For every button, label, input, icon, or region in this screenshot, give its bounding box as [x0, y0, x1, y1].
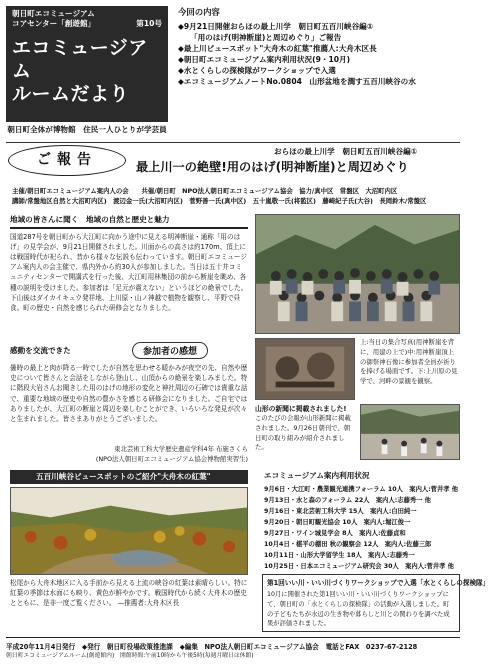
newspaper-caption: このたびの会報が山形新聞に掲載されました。9月26日朝刊で、朝日町の取り組みが紹介されました。 [255, 414, 351, 452]
impressions-signature-note: (NPO法人朝日町エコミュージアム協会博物館実習生) [95, 454, 248, 463]
list-item: 9月6日・大江町・農業観光連携フォーラム 10人 案内人:菅井孝 他 [264, 486, 459, 493]
editor: ◆編集 NPO法人朝日町エコミュージアム協会 [179, 643, 319, 651]
toc-item: ◆9月21日開催おらほの最上川学 朝日町五百川峡谷編① [178, 22, 374, 31]
report-badge: ご報告 [8, 145, 126, 176]
toc-item: ◆最上川ビュースポット"大舟木の紅葉"推薦人:大舟木区長 [178, 44, 377, 53]
impressions-signature: 東北芸術工科大学歴史遺産学科4年 布施さくら [114, 445, 248, 453]
masthead [6, 6, 168, 122]
shrine-photo [255, 338, 355, 400]
divider [10, 227, 248, 229]
issue-date: 平成20年11月4日発行 [6, 643, 76, 651]
history-body: 国道287号を朝日町から大江町に向かう途中に見える明神断崖・通称「用のはげ」の見学会が、9月21日開催されました。川面からの高さは約170m、頂上には戦国時代が祀られ、昔から様々な伝説も伝わっています。朝日町エコミュージアム案内人の会主催で、県内外から約30人が参加しました。当日は五十井コミュニティセンターで開講式を行った後、大江町用林集団の前から断崖を眺め、各種の説明を受けました。参加者は「足元が震えない」というほどの絶景でした。下山後はダイカイキュウ発祥地、上川原・山ノ神越で植物を観察し、平野で昼食。町の歴史・自然を感じられた研修会となりました。 [10, 232, 248, 312]
issue-number: 第10号 [136, 19, 162, 28]
impressions-badge: 参加者の感想 [132, 342, 208, 359]
report-title: 最上川一の絶壁!用のはげ(明神断崖)と周辺めぐり [136, 160, 409, 174]
list-item: 9月16日・東北芸術工科大学 15人 案内人:白田純一 [264, 508, 417, 515]
viewspot-body [10, 578, 248, 626]
report-subtitle: おらほの最上川学 朝日町五百川峡谷編① [274, 147, 418, 156]
gorge-photo [360, 404, 460, 460]
credits-organizers: 主催/朝日町エコミュージアム案内人の会 共催/朝日町 NPO法人朝日町エコミュージアム協会 協力/真中区 常盤区 大沼町内区 [12, 187, 398, 195]
impressions-body: 曇時の最上と肉が降る一時でしたが自然を思わせる暖かみが夜空の先、自然や歴史について皆さんと会話をしながら登山し、山頂からの絶景を楽しみました。特に階段大岩さんお聞きした用のはげの地形の変化と神社周辺の石碑では貴重な話で、重要な地域の歴史や自然の豊かさを感じる研修会になりました。ご自宅ではありましたが、大江町の断崖と周辺を楽しむことができ、いろいろな発見が次々と生まれました。皆さまありがとうございました。 [10, 364, 248, 424]
viewspot-recommender: —推薦者:大舟木区長 [117, 599, 180, 608]
photo-caption-top: 上:当日の集合写真(用神断崖を背に、用建の上で)中:用神断崖頂上の御祭神石像に参加者全員が祈りを捧げる場面です。下:上川原の見学で、河畔の景観を観察。 [360, 338, 458, 386]
footer-note: 朝日町エコミュージアムルーム(創遊館内) 開館時間:午前10時から午後5時(毎週月曜日は休館) [6, 653, 254, 659]
usage-status-list [264, 484, 460, 572]
photo-caption-bottom [255, 404, 355, 460]
toc-item: 「用のはげ(明神断崖)と周辺めぐり」ご報告 [190, 33, 342, 42]
autumn-gorge-photo [10, 487, 248, 575]
list-item: 10月25日・日本エコミュージアム研究会 30人 案内人:菅井孝 他 [264, 563, 454, 570]
toc-title: 今回の内容 [178, 7, 220, 17]
table-of-contents [178, 6, 462, 87]
history-section [10, 214, 248, 336]
masthead-line2: コアセンター「創遊館」 [12, 19, 96, 28]
list-item: 9月27日・ワイン城見学会 8人 案内人:佐藤貞和 [264, 530, 406, 537]
list-item: 10月4日・椹平の棚田 秋の観察会 12人 案内人:佐藤三郎 [264, 541, 432, 548]
tagline: 朝日町全体が博物館 住民一人ひとりが学芸員 [7, 125, 167, 134]
contact-tel: 電話とFAX 0237-67-2128 [325, 643, 418, 651]
history-heading: 地域の皆さんに聞く 地域の自然と歴史と魅力 [10, 215, 170, 224]
newspaper-heading: 山形の新聞に掲載されました! [255, 405, 347, 413]
impressions-heading: 感動を交流できた [10, 346, 71, 355]
group-photo [255, 214, 460, 334]
workshop-body: 10月に開催された第1回いい川・いい川づくりワークショップにて、朝日町の「水とくらしの探検隊」の活動が入選しました。町の子どもたちが水辺の生き物や暮らしと川との関わりを調べた成果が評価されました。 [267, 591, 450, 628]
masthead-line1: 朝日町エコミュージアム [12, 9, 95, 18]
impressions-section [10, 342, 248, 465]
usage-status-title: エコミュージアム案内利用状況 [264, 471, 370, 480]
workshop-heading: 第1回いい川・いい川づくりワークショップで入選「水とくらしの探検隊」 [267, 579, 489, 587]
toc-item: ◆エコミュージアムノートNo.0804 山形盆地を潤す五百川峡谷の水 [178, 77, 416, 86]
event-credits [12, 186, 460, 206]
newsletter-title-1: エコミュージアム [12, 37, 148, 82]
viewspot-heading: 五百川峡谷ビュースポットのご紹介"大舟木の紅葉" [10, 470, 248, 484]
newsletter-title-2: ルームだより [12, 83, 130, 105]
viewspot-description: 松尾から大舟木地区に入る手前から見える上流の峡谷の紅葉は素晴らしい。特に紅葉の季節は水面にも映り、黄色が鮮やかです。戦国時代から続く大舟木の歴史とともに、是非一度ご覧ください。 [10, 579, 248, 608]
list-item: 9月13日・水と森のフォーラム 22人 案内人:志藤秀一 他 [264, 497, 431, 504]
list-item: 10月11日・山形大学留学生 18人 案内人:志藤秀一 [264, 552, 415, 559]
toc-item: ◆朝日町エコミュージアム案内利用状況(9・10月) [178, 55, 351, 64]
workshop-box [262, 574, 489, 632]
publication-footer [6, 637, 460, 651]
list-item: 9月20日・朝日町観光協会 10人 案内人:堀江俊一 [264, 519, 411, 526]
credits-lecturers: 講師/常盤地区自然と大沼町内区) 渡辺金一氏(大沼町内区) 菅野善一氏(真中区) 五十嵐敬一氏(将監区) 藤崎紀子氏(大谷) 長岡鈴木/常盤区 [12, 197, 427, 205]
publisher: ◆発行 朝日町役場政策推進課 [82, 643, 173, 651]
toc-item: ◆水とくらしの探検隊がワークショップで入選 [178, 66, 336, 75]
